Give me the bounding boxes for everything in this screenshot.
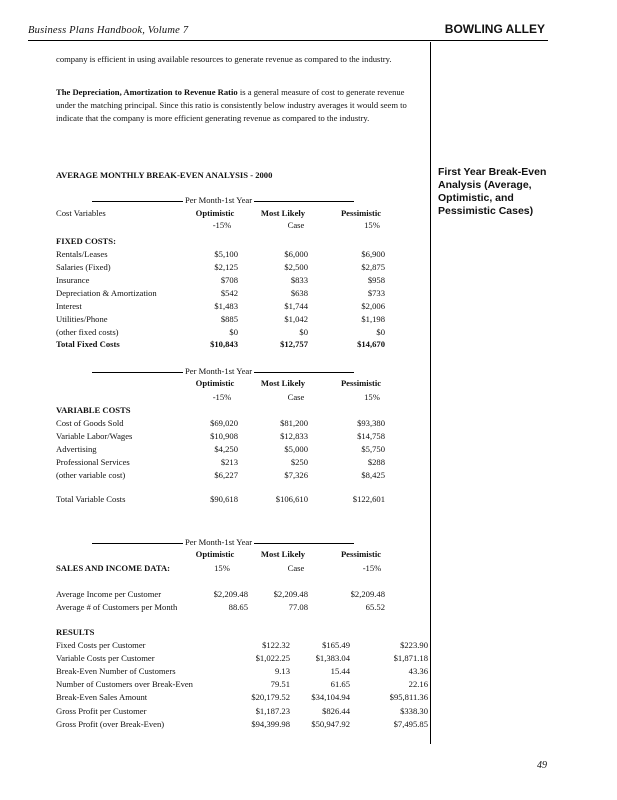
row-value: $1,022.25 — [255, 653, 290, 664]
row-value: $6,227 — [214, 470, 238, 480]
row-value: $885 — [220, 314, 238, 324]
row-label: Variable Labor/Wages — [56, 431, 133, 441]
row-value: $8,425 — [361, 470, 385, 480]
total-value: $10,843 — [210, 339, 238, 349]
row-value: $95,811.36 — [389, 692, 428, 703]
ratio-description: is a general measure of cost to generate revenue under the matching principal. Since this ratio is consistently below industry averages it would seem to indicate that the company is more efficient generating revenue as compared to the industry. — [56, 87, 407, 123]
total-label: Total Variable Costs — [56, 494, 126, 504]
row-value: $50,947.92 — [311, 718, 350, 729]
row-value: $708 — [220, 275, 238, 285]
row-value: $250 — [290, 457, 308, 467]
row-value: 77.08 — [288, 602, 308, 612]
row-value: $2,125 — [214, 262, 238, 272]
row-label: (other fixed costs) — [56, 327, 119, 337]
row-value: $0 — [299, 327, 308, 337]
fixed-costs-section: FIXED COSTS: — [56, 236, 116, 246]
column-heading: Most Likely — [260, 549, 306, 559]
row-value: $81,200 — [280, 418, 308, 428]
row-value: $2,209.48 — [213, 589, 248, 599]
row-label: Advertising — [56, 444, 97, 454]
total-label: Total Fixed Costs — [56, 339, 120, 349]
row-value: $1,871.18 — [393, 653, 428, 664]
column-heading: Most Likely — [260, 378, 306, 388]
row-value: $1,042 — [284, 314, 308, 324]
variable-costs-section: VARIABLE COSTS — [56, 405, 131, 415]
row-value: $94,399.98 — [251, 718, 290, 729]
row-value: $1,483 — [214, 301, 238, 311]
page-number: 49 — [537, 760, 547, 771]
header-rule — [28, 40, 548, 41]
total-value: $12,757 — [280, 339, 308, 349]
row-value: $69,020 — [210, 418, 238, 428]
row-value: $2,006 — [361, 301, 385, 311]
row-value: $638 — [290, 288, 308, 298]
row-value: $122.32 — [262, 640, 290, 650]
row-label: Break-Even Sales Amount — [56, 692, 148, 703]
row-value: $12,833 — [280, 431, 308, 441]
row-value: $165.49 — [322, 640, 350, 650]
row-label: Utilities/Phone — [56, 314, 108, 324]
row-value: $5,750 — [361, 444, 385, 454]
row-value: $213 — [220, 457, 238, 467]
row-value: $14,758 — [357, 431, 385, 441]
row-label: Cost of Goods Sold — [56, 418, 124, 428]
sidebar-caption: First Year Break-Even Analysis (Average, Optimistic, and Pessimistic Cases) — [438, 166, 547, 217]
row-value: $5,100 — [214, 249, 238, 259]
row-value: 22.16 — [408, 679, 428, 690]
row-value: $542 — [220, 288, 238, 298]
column-heading: Pessimistic — [340, 378, 382, 388]
row-value: $6,900 — [361, 249, 385, 259]
row-label: Average Income per Customer — [56, 589, 162, 599]
row-value: $288 — [367, 457, 385, 467]
row-value: $2,875 — [361, 262, 385, 272]
row-value: $2,209.48 — [273, 589, 308, 599]
row-value: 65.52 — [365, 602, 385, 612]
row-label: Rentals/Leases — [56, 249, 108, 259]
column-heading: Optimistic — [195, 549, 235, 559]
column-subheading: Case — [287, 220, 305, 230]
row-label: Number of Customers over Break-Even — [56, 679, 193, 690]
row-value: $0 — [229, 327, 238, 337]
running-header-book-title: Business Plans Handbook, Volume 7 — [28, 25, 189, 36]
column-subheading: 15% — [214, 563, 230, 573]
row-value: $223.90 — [400, 640, 428, 650]
row-value: $2,500 — [284, 262, 308, 272]
row-value: 61.65 — [330, 679, 350, 690]
running-header-section-title: BOWLING ALLEY — [444, 22, 545, 36]
row-label: Break-Even Number of Customers — [56, 666, 176, 677]
row-value: $833 — [290, 275, 308, 285]
column-subheading: -15% — [212, 392, 232, 402]
analysis-title: AVERAGE MONTHLY BREAK-EVEN ANALYSIS - 2000 — [56, 170, 273, 180]
total-value: $122,601 — [352, 494, 385, 504]
column-subheading: 15% — [364, 392, 380, 402]
total-value: $14,670 — [357, 339, 385, 349]
column-heading: Optimistic — [195, 378, 235, 388]
row-value: $20,179.52 — [251, 692, 290, 703]
period-label-sales: Per Month-1st Year — [185, 537, 253, 547]
column-divider — [430, 42, 431, 744]
column-subheading: 15% — [364, 220, 380, 230]
row-value: $1,187.23 — [255, 705, 290, 716]
row-value: $338.30 — [400, 705, 428, 716]
row-value: $7,495.85 — [393, 718, 428, 729]
row-value: $733 — [367, 288, 385, 298]
row-value: $4,250 — [214, 444, 238, 454]
row-label: Fixed Costs per Customer — [56, 640, 146, 650]
column-subheading: -15% — [212, 220, 232, 230]
row-value: $6,000 — [284, 249, 308, 259]
total-value: $106,610 — [275, 494, 308, 504]
column-heading: Pessimistic — [340, 549, 382, 559]
total-value: $90,618 — [210, 494, 238, 504]
results-section: RESULTS — [56, 627, 95, 637]
column-heading: Most Likely — [260, 208, 306, 218]
intro-paragraph-1: company is efficient in using available resources to generate revenue as compared to the industry. — [56, 54, 392, 64]
row-label: Professional Services — [56, 457, 130, 467]
row-label: Insurance — [56, 275, 90, 285]
column-subheading: Case — [287, 563, 305, 573]
period-label-variable: Per Month-1st Year — [185, 366, 253, 376]
row-value: $1,198 — [361, 314, 385, 324]
row-value: 9.13 — [274, 666, 290, 677]
row-label: Salaries (Fixed) — [56, 262, 111, 272]
row-value: $34,104.94 — [311, 692, 350, 703]
intro-paragraph-2 — [56, 86, 426, 125]
period-label-fixed: Per Month-1st Year — [185, 195, 253, 205]
column-subheading: -15% — [362, 563, 382, 573]
row-value: $826.44 — [322, 705, 350, 716]
column-heading: Optimistic — [195, 208, 235, 218]
row-label: Interest — [56, 301, 82, 311]
row-value: $93,380 — [357, 418, 385, 428]
row-label: (other variable cost) — [56, 470, 126, 480]
row-label: Depreciation & Amortization — [56, 288, 157, 298]
row-value: $2,209.48 — [350, 589, 385, 599]
row-label: Gross Profit (over Break-Even) — [56, 718, 165, 729]
sales-income-section: SALES AND INCOME DATA: — [56, 563, 171, 573]
row-value: $1,744 — [284, 301, 308, 311]
row-label: Variable Costs per Customer — [56, 653, 155, 664]
ratio-term: The Depreciation, Amortization to Revenue Ratio — [56, 87, 238, 97]
row-value: $10,908 — [210, 431, 238, 441]
column-heading: Pessimistic — [340, 208, 382, 218]
row-value: $1,383.04 — [315, 653, 350, 664]
row-value: 43.36 — [408, 666, 428, 677]
row-value: $5,000 — [284, 444, 308, 454]
column-subheading: Case — [287, 392, 305, 402]
cost-variables-label: Cost Variables — [56, 208, 106, 218]
row-label: Average # of Customers per Month — [56, 602, 178, 612]
row-value: 79.51 — [270, 679, 290, 690]
row-value: 15.44 — [330, 666, 350, 677]
row-value: $7,326 — [284, 470, 308, 480]
row-value: 88.65 — [228, 602, 248, 612]
row-label: Gross Profit per Customer — [56, 705, 147, 716]
row-value: $958 — [367, 275, 385, 285]
row-value: $0 — [376, 327, 385, 337]
